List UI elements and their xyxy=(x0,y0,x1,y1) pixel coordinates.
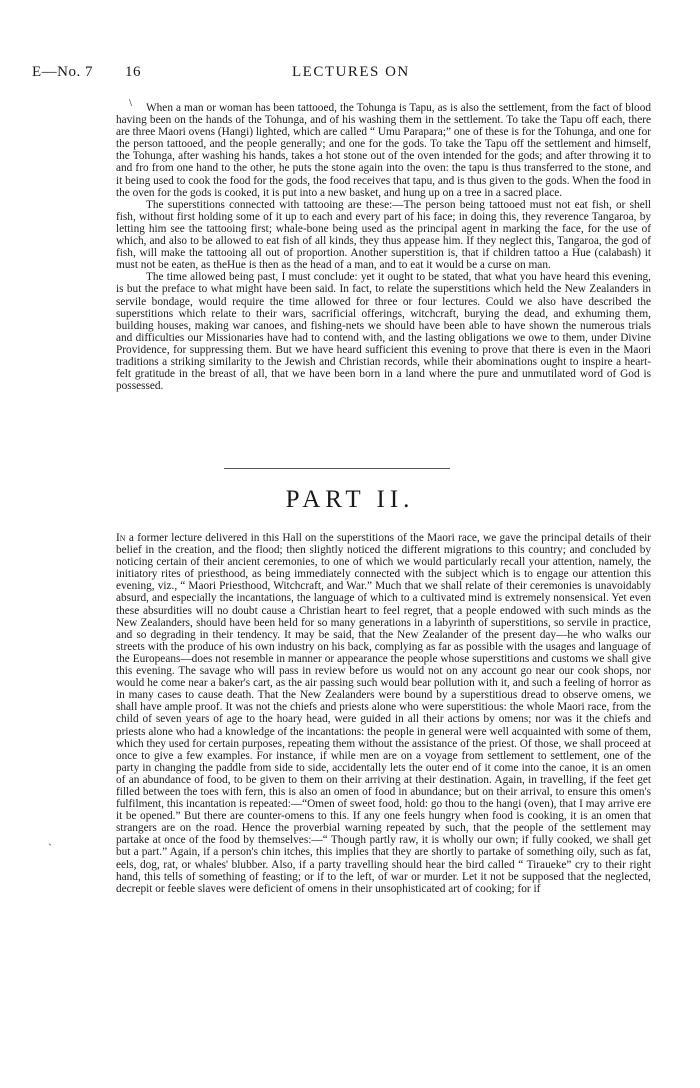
document-reference: E—No. 7 xyxy=(32,64,93,80)
page-number: 16 xyxy=(125,64,141,80)
running-title: LECTURES ON xyxy=(292,64,410,80)
section-two xyxy=(116,532,651,895)
paragraph-part-two xyxy=(116,532,651,895)
section-one xyxy=(116,102,651,392)
paragraph-part-two-text: a former lecture delivered in this Hall on the superstitions of the Maori race, we gave the principal details of their belief in the creation, and the flood; then slightly noticed the different migrations to this country; and concluded by noticing certain of their ancient ceremonies, to one of which we would particularly recall your attention, namely, the initiatory rites of priesthood, as being immediately connected with the subject which is to engage our attention this evening, viz., “ Maori Priesthood, Witchcraft, and War.” Much that we shall relate of their ceremonies is unavoidably absurd, and especially the incantations, the language of which to a cultivated mind is extremely nonsensical. Yet even these absurdities will no doubt cause a Christian heart to feel regret, that a people endowed with such minds as the New Zealanders, should have been held for so many generations in a labyrinth of superstitions, so servile in practice, and so degrading in their tendency. It may be said, that the New Zealander of the present day—he who walks our streets with the produce of his own industry on his back, complying as far as possible with the usages and language of the Europeans—does not resemble in manner or appearance the people whose superstitions and customs we shall give this evening. The savage who will pass in review before us would not on any account go near our cook shops, nor would he come near a baker's cart, as the air passing such would bear pollution with it, and such a feeling of horror as in many cases to cause death. That the New Zealanders were bound by a superstitious dread to observe omens, we shall have ample proof. It was not the chiefs and priests alone who were superstitious: the whole Maori race, from the child of seven years of age to the hoary head, were guided in all their actions by omens; nor was it the chiefs and priests alone who had a knowledge of the incantations: the people in general were well acquainted with some of them, which they used for certain purposes, repeating them without the assistance of the priest. Of those, we shall proceed at once to give a few examples. For instance, if while men are on a voyage from settlement to settlement, one of the party in changing the paddle from side to side, accidentally lets the outer end of it come into the canoe, it is an omen of an abundance of food, to be given to them on their arriving at their destination. Again, in travelling, if the feet get filled between the toes with fern, this is also an omen of food in abundance; but on their arrival, to ensure this omen's fulfilment, this incantation is repeated:—“Omen of sweet food, hold: go thou to the hangi (oven), that I may arrive ere it be opened.” But there are counter-omens to this. If any one feels hungry when food is cooking, it is an omen that strangers are on the road. Hence the proverbial warning repeated by such, that the people of the settlement may partake at once of the food by themselves:—“ Though partly raw, it is wholly our own; if fully cooked, we shall get but a part.” Again, if a person's chin itches, this implies that they are shortly to partake of something oily, such as fat, eels, dog, rat, or whales' blubber. Also, if a party travelling should hear the bird called “ Tiraueke” cry to their right hand, this tells of something of feasting; or if to the left, of war or murder. Let it not be supposed that the neglected, decrepit or feeble slaves were deficient of omens in their unsophisticated art of cooking; for if xyxy=(116,532,652,895)
part-heading: PART II. xyxy=(285,486,415,513)
paragraph-tattoo-superstitions: The superstitions connected with tattooing are these:—The person being tattooed must not eat fish, or shell fish, without first holding some of it up to each and every part of his face; in doing this, they reverence Tangaroa, by letting him see the tattooing first; whale-bone being used as the principal agent in marking the face, for the use of which, and also to be allowed to eat fish of all kinds, they thus appease him. If they neglect this, Tangaroa, the god of fish, will make the tattooing all out of proportion. Another superstition is, that if children tattoo a Hue (calabash) it must not be eaten, as theHue is then as the head of a man, and to eat it would be a curse on man. xyxy=(116,198,651,272)
margin-tick: ˎ xyxy=(48,832,52,846)
opening-word: In xyxy=(116,532,126,544)
marginal-mark: \ xyxy=(129,97,133,109)
paragraph-conclusion: The time allowed being past, I must conclude: yet it ought to be stated, that what you have heard this evening, is but the preface to what might have been said. In fact, to relate the superstitions which held the New Zealanders in servile bondage, would require the time allowed for three or four lectures. Could we also have described the superstitions which relate to their wars, sacrificial offerings, witchcraft, burying the dead, and exhuming them, building houses, making war canoes, and fishing-nets we should have been able to have shown the numerous trials and difficulties our Missionaries have had to contend with, and the lasting obligations we owe to them, under Divine Providence, for suppressing them. But we have heard sufficient this evening to prove that there is even in the Maori traditions a striking similarity to the Jewish and Christian records, while their abominations ought to inspire a heart-felt gratitude in the breast of all, that we have been born in a land where the pure and unmutilated word of God is possessed. xyxy=(116,271,651,393)
paragraph-tattoo-tapu: When a man or woman has been tattooed, the Tohunga is Tapu, as is also the settlement, from the fact of blood having been on the hands of the Tohunga, and of his washing them in the settlement. To take the Tapu off each, there are three Maori ovens (Hangi) lighted, which are called “ Umu Parapara;” one of these is for the Tohunga, and one for the person tattooed, and the people generally; and one for the gods. To take the Tapu off the settlement and himself, the Tohunga, after washing his hands, takes a hot stone out of the oven intended for the gods; and after throwing it to and fro from one hand to the other, he puts the stone again into the oven: the tapu is thus transferred to the stone, and it being used to cook the food for the gods, the food receives that tapu, and is thus given to the gods. When the food in the oven for the gods is cooked, it is put into a new basket, and hung up on a tree in a sacred place. xyxy=(116,102,651,199)
section-divider xyxy=(224,468,450,469)
